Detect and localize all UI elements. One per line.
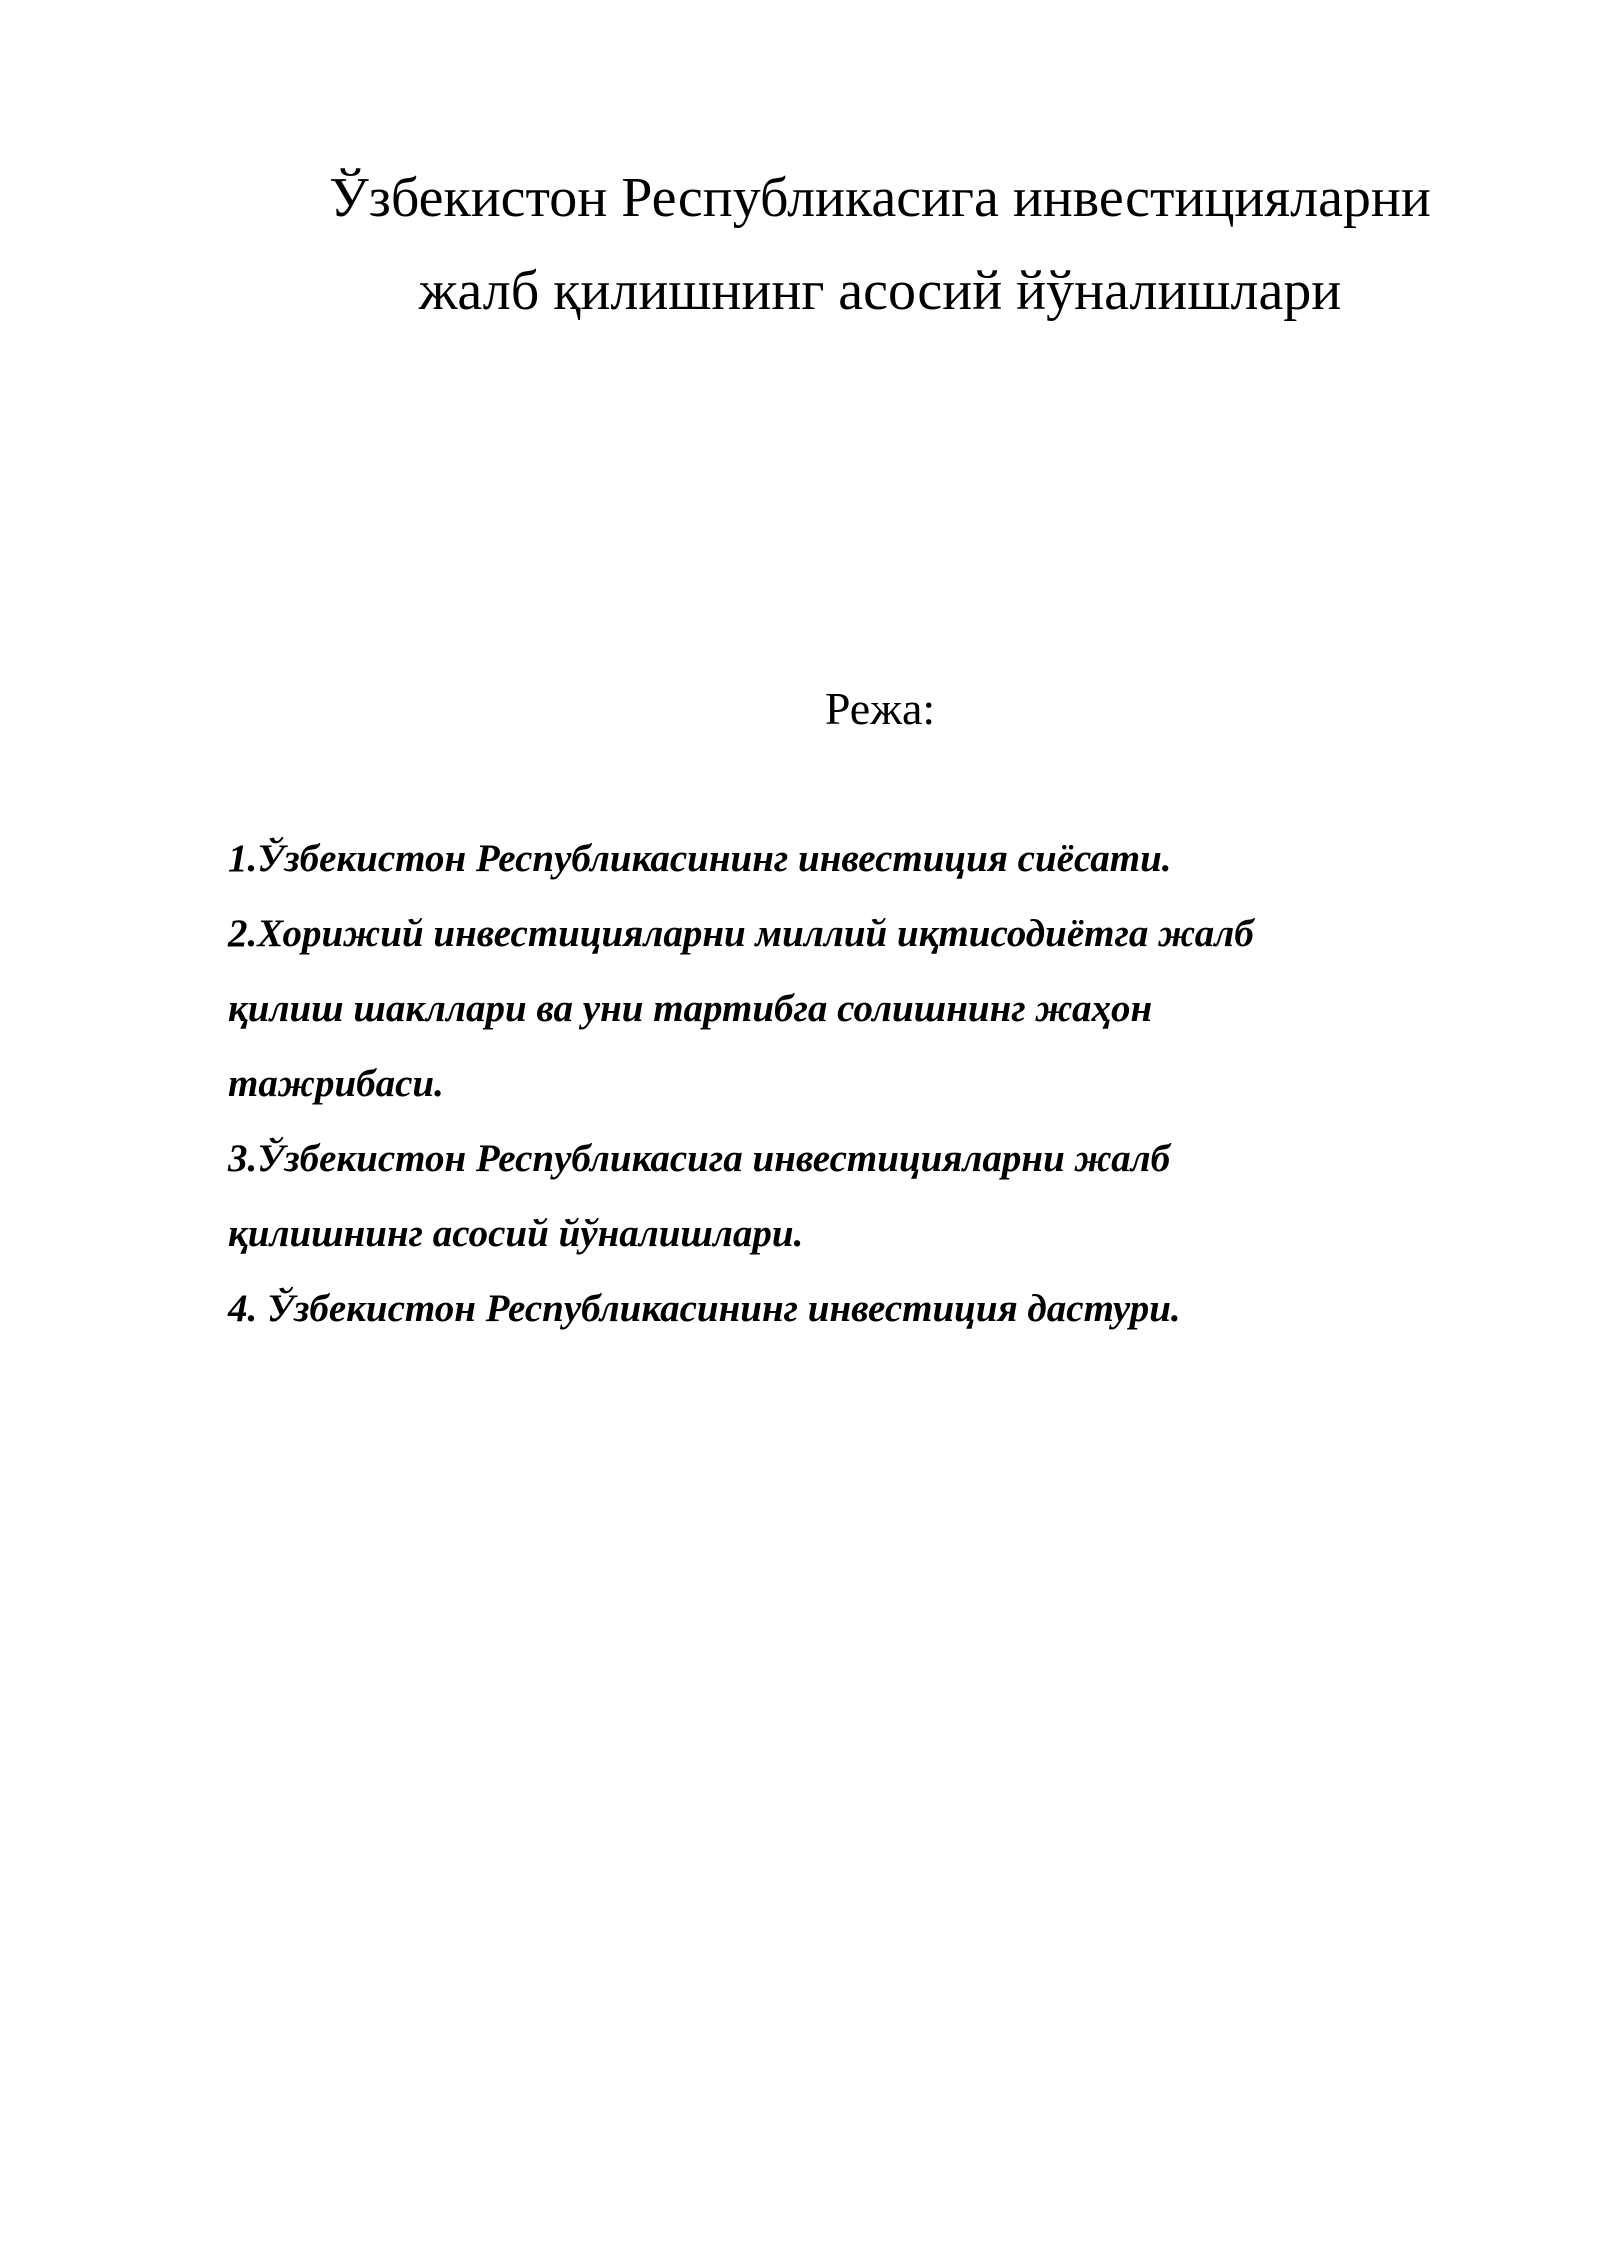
plan-list xyxy=(228,821,1428,1346)
plan-item-2-line: қилиш шакллари ва уни тартибга солишнинг жаҳон xyxy=(228,987,1153,1030)
plan-item-3-line: қилишнинг асосий йўналишлари. xyxy=(228,1212,804,1255)
plan-heading: Режа: xyxy=(824,683,936,734)
plan-item-2-line: 2.Хорижий инвестицияларни миллий иқтисодиётга жалб xyxy=(228,912,1254,955)
title-line: Ўзбекистон Республикасига инвестицияларни xyxy=(329,167,1431,229)
plan-item-4-line: 4. Ўзбекистон Республикасининг инвестиция дастури. xyxy=(228,1287,1181,1330)
plan-item-2-line: тажрибаси. xyxy=(228,1062,444,1105)
document-title xyxy=(160,152,1600,338)
title-line: жалб қилишнинг асосий йўналишлари xyxy=(418,260,1342,322)
plan-item-3-line: 3.Ўзбекистон Республикасига инвестицияларни жалб xyxy=(228,1137,1171,1180)
plan-item-1-line: 1.Ўзбекистон Республикасининг инвестиция сиёсати. xyxy=(228,837,1172,880)
